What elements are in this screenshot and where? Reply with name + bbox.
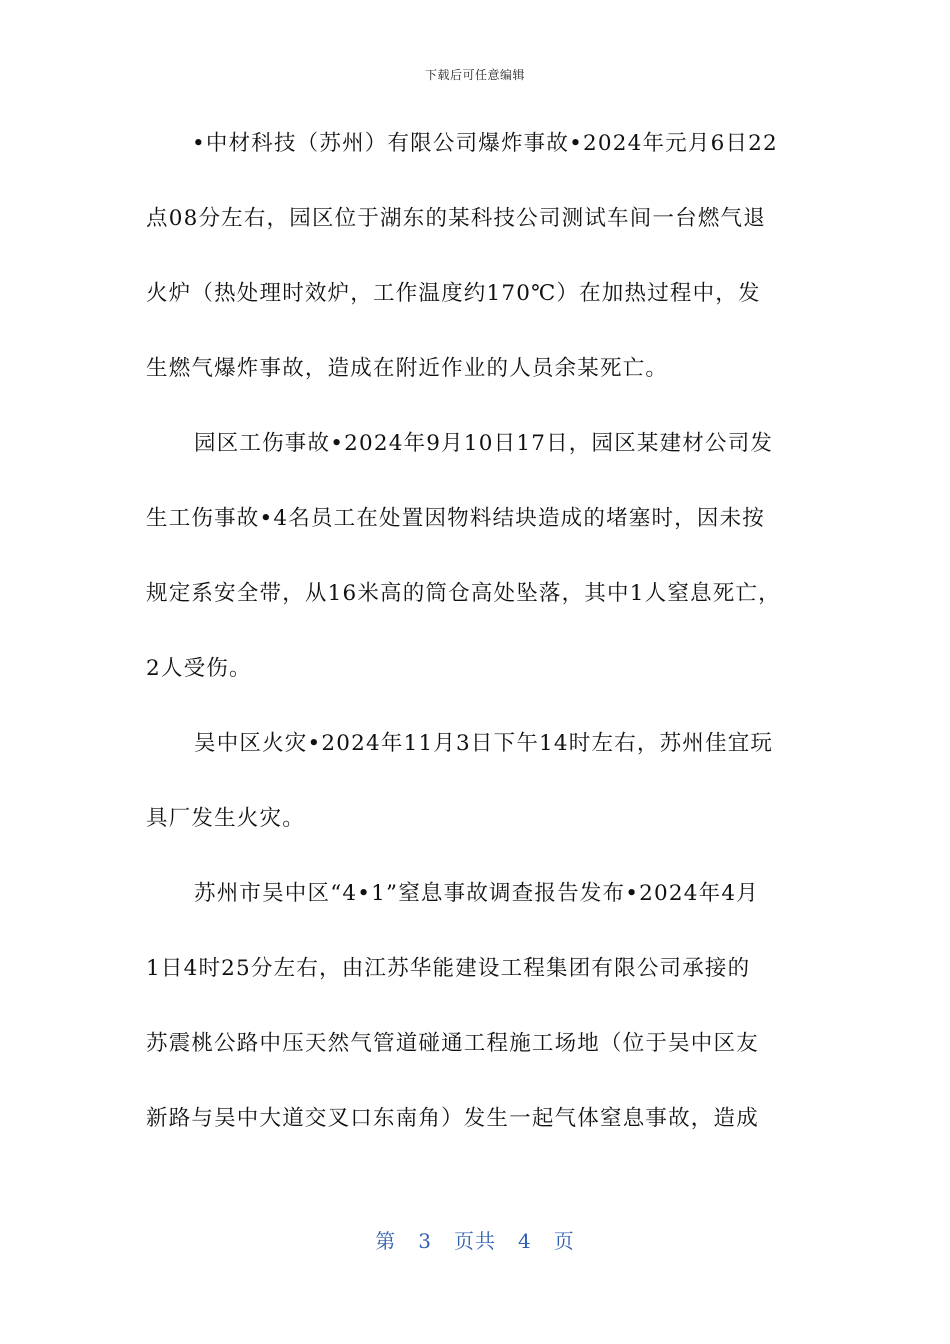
text-line: 生工伤事故•4名员工在处置因物料结块造成的堵塞时，因未按 — [146, 506, 765, 531]
text-line: 新路与吴中大道交叉口东南角）发生一起气体窒息事故，造成 — [146, 1106, 759, 1131]
header-note: 下载后可任意编辑 — [424, 68, 525, 82]
text-line: 苏州市吴中区“4•1”窒息事故调查报告发布•2024年4月 — [194, 881, 759, 906]
footer-middle: 页共 — [454, 1229, 496, 1253]
document-body — [146, 106, 811, 1156]
paragraph-park-injury — [146, 406, 811, 706]
text-line: 苏震桃公路中压天然气管道碰通工程施工场地（位于吴中区友 — [146, 1031, 759, 1056]
text-line: 规定系安全带，从16米高的筒仓高处坠落，其中1人窒息死亡， — [146, 581, 781, 606]
current-page-number: 3 — [418, 1229, 432, 1253]
page-number-footer — [0, 1225, 950, 1254]
text-line: 火炉（热处理时效炉，工作温度约170℃）在加热过程中，发 — [146, 281, 761, 306]
paragraph-wuzhong-fire — [146, 706, 811, 856]
footer-prefix: 第 — [375, 1229, 397, 1253]
text-line: •中材科技（苏州）有限公司爆炸事故•2024年元月6日22 — [192, 131, 778, 156]
text-line: 1日4时25分左右，由江苏华能建设工程集团有限公司承接的 — [146, 956, 751, 981]
text-line: 2人受伤。 — [146, 656, 252, 681]
paragraph-zhongcai-explosion — [146, 106, 811, 406]
paragraph-suffocation-report — [146, 856, 811, 1156]
text-line: 生燃气爆炸事故，造成在附近作业的人员余某死亡。 — [146, 356, 669, 381]
text-line: 吴中区火灾•2024年11月3日下午14时左右，苏州佳宜玩 — [194, 731, 774, 756]
text-line: 园区工伤事故•2024年9月10日17日，园区某建材公司发 — [194, 431, 774, 456]
text-line: 具厂发生火灾。 — [146, 806, 305, 831]
footer-suffix: 页 — [553, 1229, 575, 1253]
total-pages-number: 4 — [518, 1229, 532, 1253]
text-line: 点08分左右，园区位于湖东的某科技公司测试车间一台燃气退 — [146, 206, 766, 231]
